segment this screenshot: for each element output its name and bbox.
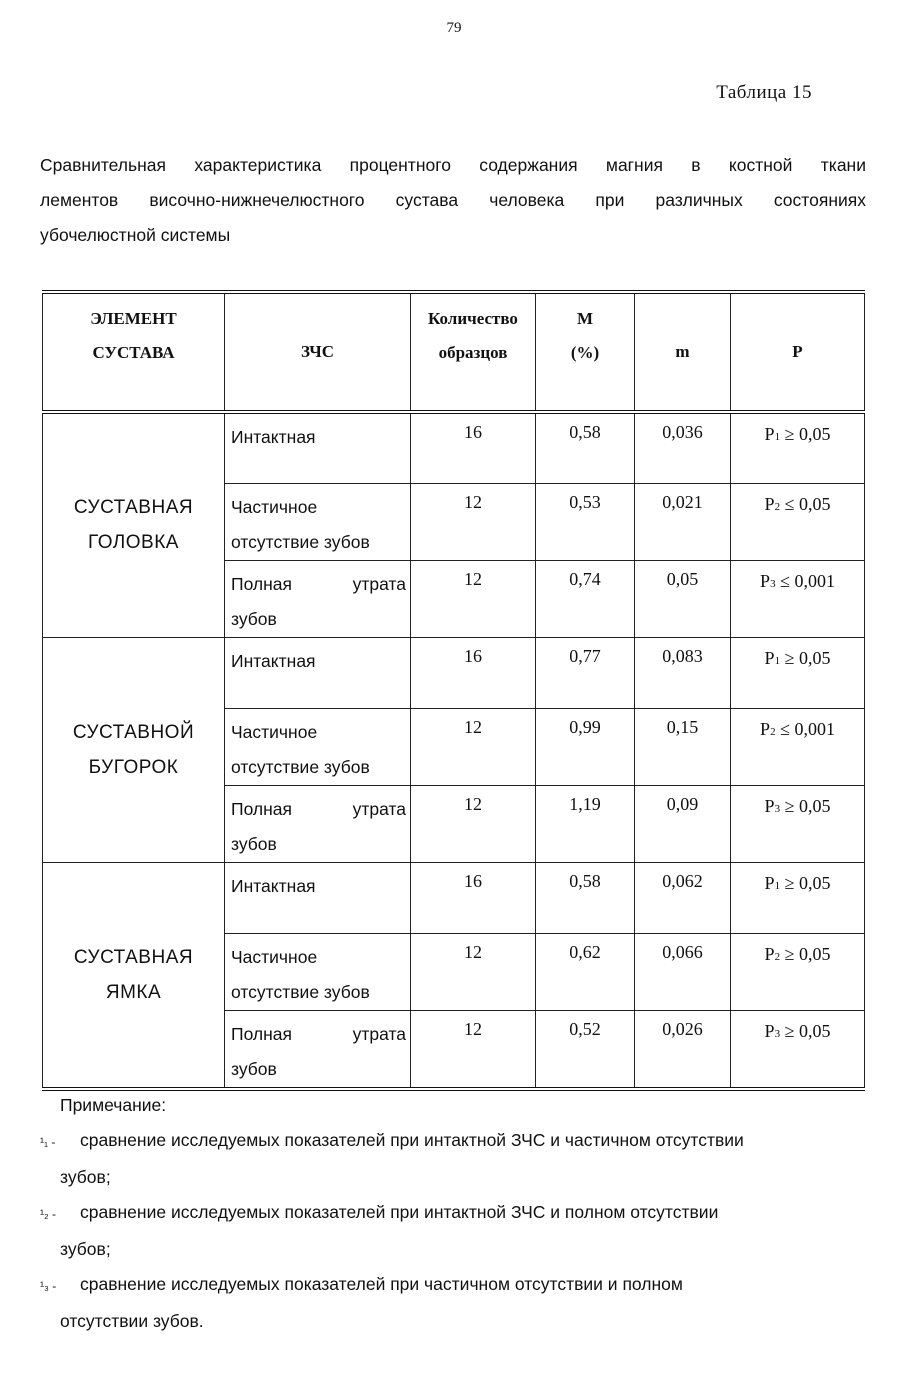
p-value: ≤ 0,001 xyxy=(780,718,835,739)
p-letter: P xyxy=(764,493,775,514)
state-line2: отсутствие зубов xyxy=(231,531,370,552)
state-line1: Интактная xyxy=(231,875,316,896)
p-value: ≥ 0,05 xyxy=(784,424,831,444)
p-cell xyxy=(731,708,865,785)
element-name-line1: СУСТАВНАЯ xyxy=(73,497,194,519)
note-text-cont: зубов; xyxy=(60,1167,111,1187)
table-row xyxy=(43,862,865,933)
state-cell xyxy=(225,933,411,1010)
state-line2: зубов xyxy=(231,608,277,629)
state-cell xyxy=(225,708,411,785)
header-mean-line1: М xyxy=(576,309,594,328)
mean-cell: 1,19 xyxy=(536,785,635,862)
p-value: ≥ 0,05 xyxy=(784,1020,831,1041)
sd-cell: 0,09 xyxy=(635,785,731,862)
p-cell xyxy=(731,412,865,483)
mean-cell: 0,99 xyxy=(536,708,635,785)
table-row xyxy=(43,412,865,483)
count-cell: 12 xyxy=(411,560,536,637)
notes-title: Примечание: xyxy=(60,1095,167,1115)
mean-cell: 0,58 xyxy=(536,862,635,933)
count-cell: 16 xyxy=(411,412,536,483)
header-count-line2: образцов xyxy=(438,343,508,362)
mean-cell: 0,53 xyxy=(536,483,635,560)
note-text-cont: зубов; xyxy=(60,1239,111,1259)
state-line2: отсутствие зубов xyxy=(231,981,370,1002)
state-cell xyxy=(225,483,411,560)
state-line1: Полная утрата xyxy=(231,573,406,594)
p-letter: P xyxy=(764,943,775,964)
p-letter: P xyxy=(764,795,775,816)
caption-line-2: лементов височно-нижнечелюстного сустава человека при различных состояниях xyxy=(40,190,866,210)
p-letter: P xyxy=(764,647,775,668)
p-letter: P xyxy=(764,1020,775,1041)
header-element xyxy=(43,292,225,412)
caption-line-3: убочелюстной системы xyxy=(40,225,231,245)
note-last-line: отсутствии зубов. xyxy=(60,1311,204,1331)
element-cell xyxy=(43,412,225,637)
note-mark: ¹₂ - xyxy=(40,1207,56,1221)
state-line1: Интактная xyxy=(231,427,316,447)
header-mean-line2: (%) xyxy=(570,343,600,362)
p-cell xyxy=(731,637,865,708)
count-cell: 12 xyxy=(411,483,536,560)
count-cell: 12 xyxy=(411,708,536,785)
table-row xyxy=(43,637,865,708)
element-name-line2: БУГОРОК xyxy=(88,756,179,778)
note-text: сравнение исследуемых показателей при частичном отсутствии и полном xyxy=(80,1274,683,1294)
p-cell xyxy=(731,862,865,933)
state-cell xyxy=(225,862,411,933)
note-text: сравнение исследуемых показателей при интактной ЗЧС и частичном отсутствии xyxy=(80,1130,744,1150)
header-p: Р xyxy=(731,292,865,412)
state-cell xyxy=(225,637,411,708)
header-zhs: ЗЧС xyxy=(225,292,411,412)
p-subscript: 1 xyxy=(774,431,781,443)
caption-line-1: Сравнительная характеристика процентного содержания магния в костной ткани xyxy=(40,155,866,175)
state-line1: Частичное xyxy=(231,721,318,742)
p-subscript: 3 xyxy=(774,802,781,815)
state-line1: Полная утрата xyxy=(231,1023,406,1044)
note-item xyxy=(40,1267,860,1339)
sd-cell: 0,062 xyxy=(635,862,731,933)
element-name-line2: ЯМКА xyxy=(105,981,162,1003)
note-item xyxy=(40,1195,860,1267)
sd-cell: 0,021 xyxy=(635,483,731,560)
magnesium-table xyxy=(42,290,865,1091)
notes xyxy=(40,1088,860,1339)
table-caption xyxy=(40,148,866,253)
p-cell xyxy=(731,785,865,862)
note-mark: ¹₃ - xyxy=(40,1279,57,1293)
p-subscript: 1 xyxy=(774,654,781,667)
p-subscript: 1 xyxy=(774,879,781,892)
count-cell: 12 xyxy=(411,1010,536,1089)
element-cell xyxy=(43,862,225,1089)
state-line1: Частичное xyxy=(231,946,318,967)
count-cell: 12 xyxy=(411,933,536,1010)
state-line2: зубов xyxy=(231,1058,277,1079)
note-text: сравнение исследуемых показателей при интактной ЗЧС и полном отсутствии xyxy=(80,1202,719,1222)
table-label: Таблица 15 xyxy=(716,82,812,103)
header-sd: m xyxy=(635,292,731,412)
p-cell xyxy=(731,483,865,560)
p-cell xyxy=(731,1010,865,1089)
state-cell xyxy=(225,1010,411,1089)
sd-cell: 0,05 xyxy=(635,560,731,637)
p-value: ≥ 0,05 xyxy=(784,795,831,816)
sd-cell: 0,066 xyxy=(635,933,731,1010)
state-line1: Полная утрата xyxy=(231,798,406,819)
header-mean xyxy=(536,292,635,412)
sd-cell: 0,15 xyxy=(635,708,731,785)
mean-cell: 0,74 xyxy=(536,560,635,637)
element-name-line1: СУСТАВНАЯ xyxy=(73,946,194,968)
state-line2: зубов xyxy=(231,833,277,854)
p-cell xyxy=(731,560,865,637)
p-subscript: 3 xyxy=(770,577,776,590)
header-count xyxy=(411,292,536,412)
count-cell: 12 xyxy=(411,785,536,862)
p-value: ≥ 0,05 xyxy=(784,872,831,893)
p-cell xyxy=(731,933,865,1010)
element-name-line1: СУСТАВНОЙ xyxy=(72,721,195,743)
p-subscript: 3 xyxy=(774,1027,781,1040)
element-name-line2: ГОЛОВКА xyxy=(88,532,179,554)
p-subscript: 2 xyxy=(774,950,781,963)
state-line1: Частичное xyxy=(231,496,318,517)
p-letter: P xyxy=(764,424,775,444)
p-subscript: 2 xyxy=(774,500,781,513)
element-cell xyxy=(43,637,225,862)
p-value: ≤ 0,001 xyxy=(780,570,835,591)
page-number: 79 xyxy=(446,20,462,36)
sd-cell: 0,026 xyxy=(635,1010,731,1089)
p-subscript: 2 xyxy=(770,725,776,738)
mean-cell: 0,52 xyxy=(536,1010,635,1089)
mean-cell: 0,77 xyxy=(536,637,635,708)
state-cell xyxy=(225,560,411,637)
state-cell xyxy=(225,785,411,862)
note-item xyxy=(40,1123,860,1195)
p-value: ≤ 0,05 xyxy=(784,493,831,514)
mean-cell: 0,58 xyxy=(536,412,635,483)
p-letter: P xyxy=(764,872,775,893)
sd-cell: 0,036 xyxy=(635,412,731,483)
p-letter: P xyxy=(760,570,771,591)
p-value: ≥ 0,05 xyxy=(784,647,831,668)
count-cell: 16 xyxy=(411,637,536,708)
p-value: ≥ 0,05 xyxy=(784,943,831,964)
state-cell xyxy=(225,412,411,483)
state-line2: отсутствие зубов xyxy=(231,756,370,777)
p-letter: P xyxy=(760,718,771,739)
state-line1: Интактная xyxy=(231,650,316,671)
mean-cell: 0,62 xyxy=(536,933,635,1010)
header-element-line2: СУСТАВА xyxy=(92,343,175,362)
header-count-line1: Количество xyxy=(428,309,518,328)
note-mark: ¹₁ - xyxy=(40,1135,56,1149)
count-cell: 16 xyxy=(411,862,536,933)
sd-cell: 0,083 xyxy=(635,637,731,708)
header-element-line1: ЭЛЕМЕНТ xyxy=(90,309,177,328)
